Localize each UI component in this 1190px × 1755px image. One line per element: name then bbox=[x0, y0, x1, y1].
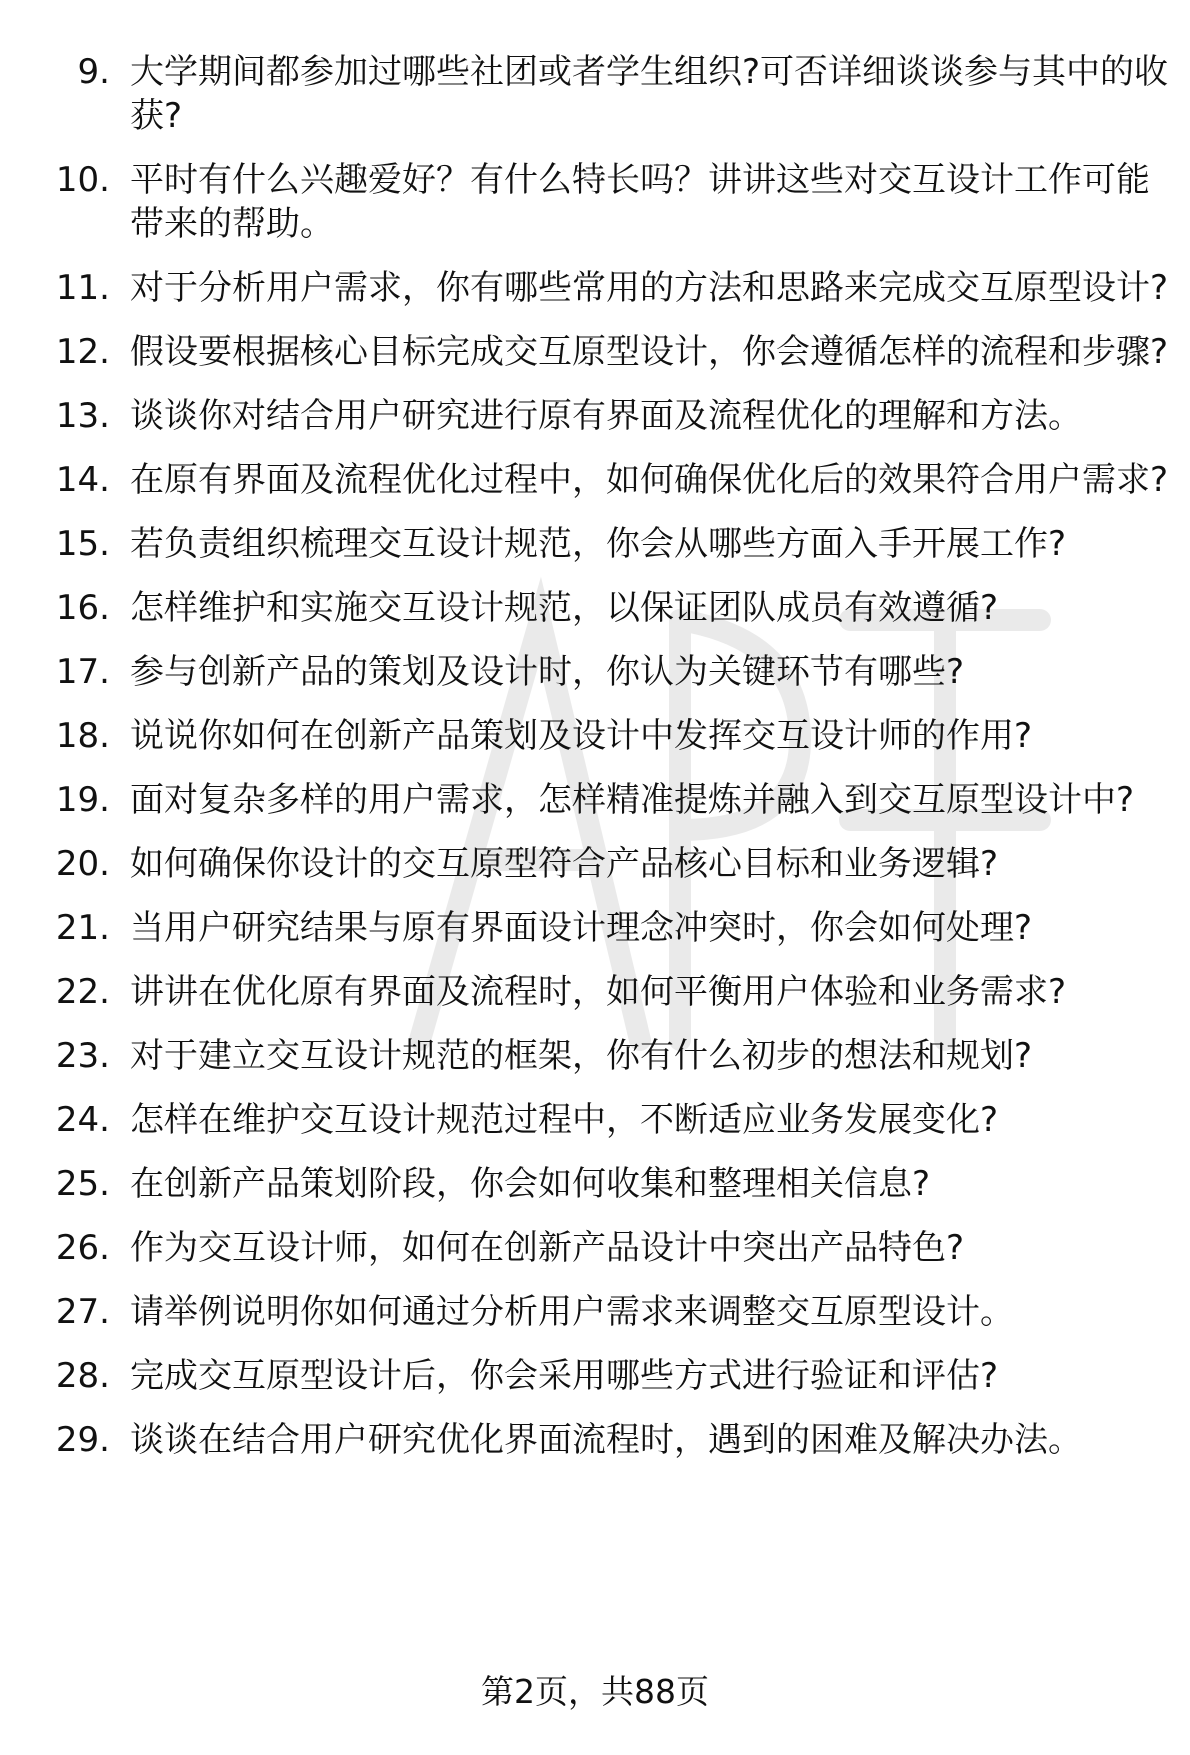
question-number: 29. bbox=[55, 1420, 110, 1460]
question-text: 谈谈你对结合用户研究进行原有界面及流程优化的理解和方法。 bbox=[130, 396, 1082, 436]
question-number: 24. bbox=[55, 1100, 110, 1140]
question-number: 14. bbox=[55, 460, 110, 500]
question-text: 怎样维护和实施交互设计规范，以保证团队成员有效遵循? bbox=[130, 588, 999, 628]
list-item bbox=[0, 778, 1190, 822]
question-text: 在创新产品策划阶段，你会如何收集和整理相关信息? bbox=[130, 1164, 931, 1204]
question-text: 作为交互设计师，如何在创新产品设计中突出产品特色? bbox=[130, 1228, 965, 1268]
question-number: 23. bbox=[55, 1036, 110, 1076]
question-number: 22. bbox=[55, 972, 110, 1012]
question-number: 27. bbox=[55, 1292, 110, 1332]
list-item bbox=[0, 1034, 1190, 1078]
question-number: 28. bbox=[55, 1356, 110, 1396]
question-number: 21. bbox=[55, 908, 110, 948]
question-text: 平时有什么兴趣爱好？有什么特长吗？讲讲这些对交互设计工作可能带来的帮助。 bbox=[130, 160, 1150, 244]
question-number: 13. bbox=[55, 396, 110, 436]
question-text: 大学期间都参加过哪些社团或者学生组织?可否详细谈谈参与其中的收获? bbox=[130, 52, 1169, 136]
question-text: 对于分析用户需求，你有哪些常用的方法和思路来完成交互原型设计? bbox=[130, 268, 1169, 308]
question-text: 对于建立交互设计规范的框架，你有什么初步的想法和规划? bbox=[130, 1036, 1033, 1076]
question-text: 若负责组织梳理交互设计规范，你会从哪些方面入手开展工作? bbox=[130, 524, 1067, 564]
list-item bbox=[0, 266, 1190, 310]
question-text: 在原有界面及流程优化过程中，如何确保优化后的效果符合用户需求? bbox=[130, 460, 1169, 500]
question-number: 12. bbox=[55, 332, 110, 372]
list-item bbox=[0, 1162, 1190, 1206]
list-item bbox=[0, 842, 1190, 886]
question-text: 说说你如何在创新产品策划及设计中发挥交互设计师的作用? bbox=[130, 716, 1033, 756]
list-item bbox=[0, 330, 1190, 374]
list-item bbox=[0, 970, 1190, 1014]
list-item bbox=[0, 50, 1190, 138]
question-number: 16. bbox=[55, 588, 110, 628]
question-text: 谈谈在结合用户研究优化界面流程时，遇到的困难及解决办法。 bbox=[130, 1420, 1082, 1460]
list-item bbox=[0, 458, 1190, 502]
question-text: 请举例说明你如何通过分析用户需求来调整交互原型设计。 bbox=[130, 1292, 1014, 1332]
question-number: 18. bbox=[55, 716, 110, 756]
list-item bbox=[0, 1226, 1190, 1270]
list-item bbox=[0, 1418, 1190, 1462]
question-list bbox=[0, 50, 1190, 1482]
list-item bbox=[0, 394, 1190, 438]
question-number: 17. bbox=[55, 652, 110, 692]
question-number: 11. bbox=[55, 268, 110, 308]
question-number: 26. bbox=[55, 1228, 110, 1268]
question-number: 20. bbox=[55, 844, 110, 884]
list-item bbox=[0, 1098, 1190, 1142]
question-number: 9. bbox=[77, 52, 110, 92]
list-item bbox=[0, 714, 1190, 758]
question-number: 10. bbox=[55, 160, 110, 200]
question-text: 完成交互原型设计后，你会采用哪些方式进行验证和评估? bbox=[130, 1356, 999, 1396]
question-number: 25. bbox=[55, 1164, 110, 1204]
question-text: 面对复杂多样的用户需求，怎样精准提炼并融入到交互原型设计中? bbox=[130, 780, 1135, 820]
list-item bbox=[0, 158, 1190, 246]
question-text: 当用户研究结果与原有界面设计理念冲突时，你会如何处理? bbox=[130, 908, 1033, 948]
list-item bbox=[0, 1290, 1190, 1334]
list-item bbox=[0, 586, 1190, 630]
page-number: 第2页，共88页 bbox=[481, 1672, 709, 1711]
question-text: 怎样在维护交互设计规范过程中，不断适应业务发展变化? bbox=[130, 1100, 999, 1140]
question-text: 如何确保你设计的交互原型符合产品核心目标和业务逻辑? bbox=[130, 844, 999, 884]
list-item bbox=[0, 906, 1190, 950]
question-number: 15. bbox=[55, 524, 110, 564]
list-item bbox=[0, 1354, 1190, 1398]
list-item bbox=[0, 522, 1190, 566]
question-text: 假设要根据核心目标完成交互原型设计，你会遵循怎样的流程和步骤? bbox=[130, 332, 1169, 372]
question-number: 19. bbox=[55, 780, 110, 820]
question-text: 参与创新产品的策划及设计时，你认为关键环节有哪些? bbox=[130, 652, 965, 692]
question-text: 讲讲在优化原有界面及流程时，如何平衡用户体验和业务需求? bbox=[130, 972, 1067, 1012]
list-item bbox=[0, 650, 1190, 694]
